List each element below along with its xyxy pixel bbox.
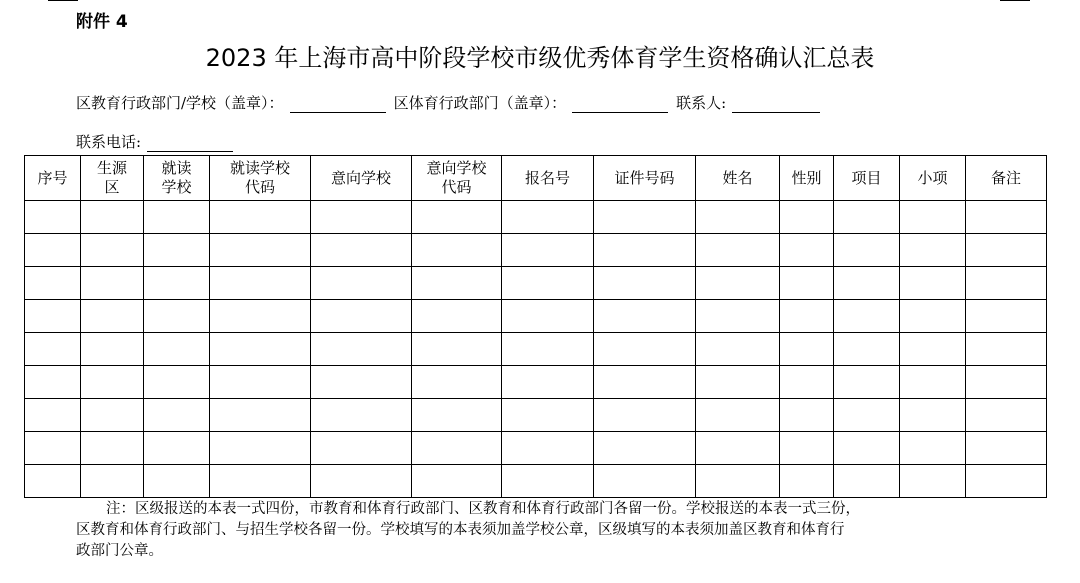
contact-person-label: 联系人: bbox=[676, 94, 727, 112]
footnote-line-2: 区教育和体育行政部门、与招生学校各留一份。学校填写的本表须加盖学校公章，区级填写的本表须加盖区教育和体育行 bbox=[76, 522, 845, 538]
table-cell[interactable] bbox=[210, 201, 311, 234]
table-cell[interactable] bbox=[144, 366, 210, 399]
table-cell[interactable] bbox=[144, 333, 210, 366]
footnote bbox=[76, 499, 1016, 562]
table-cell[interactable] bbox=[210, 399, 311, 432]
table-cell[interactable] bbox=[311, 432, 412, 465]
table-cell[interactable] bbox=[81, 432, 144, 465]
column-header-text: 备注 bbox=[990, 168, 1021, 187]
column-header-text: 性别 bbox=[791, 168, 822, 187]
table-cell[interactable] bbox=[210, 300, 311, 333]
table-header-row bbox=[25, 156, 1047, 201]
table-cell[interactable] bbox=[81, 465, 144, 498]
table-cell[interactable] bbox=[696, 432, 780, 465]
table-cell[interactable] bbox=[966, 432, 1047, 465]
table-cell[interactable] bbox=[412, 234, 502, 267]
column-header bbox=[696, 156, 780, 201]
column-header-text: 代码 bbox=[441, 178, 472, 196]
table-cell[interactable] bbox=[594, 201, 696, 234]
table-row bbox=[25, 267, 1047, 300]
table-cell[interactable] bbox=[502, 201, 594, 234]
table-cell[interactable] bbox=[412, 201, 502, 234]
column-header bbox=[900, 156, 966, 201]
table-cell[interactable] bbox=[834, 366, 900, 399]
table-cell[interactable] bbox=[210, 465, 311, 498]
contact-person-blank[interactable] bbox=[732, 96, 820, 113]
table-cell[interactable] bbox=[412, 465, 502, 498]
table-cell[interactable] bbox=[594, 333, 696, 366]
table-cell[interactable] bbox=[210, 267, 311, 300]
table-row bbox=[25, 201, 1047, 234]
contact-phone-blank[interactable] bbox=[147, 135, 233, 152]
table-cell[interactable] bbox=[311, 234, 412, 267]
table-cell[interactable] bbox=[412, 399, 502, 432]
table-cell[interactable] bbox=[900, 201, 966, 234]
table-cell[interactable] bbox=[81, 333, 144, 366]
column-header-text: 生源 bbox=[96, 159, 127, 177]
table-cell[interactable] bbox=[900, 432, 966, 465]
table-cell[interactable] bbox=[966, 201, 1047, 234]
summary-table bbox=[24, 155, 1047, 498]
column-header bbox=[780, 156, 834, 201]
table-cell[interactable] bbox=[502, 300, 594, 333]
table-cell[interactable] bbox=[81, 399, 144, 432]
table-cell[interactable] bbox=[834, 234, 900, 267]
table-cell[interactable] bbox=[900, 399, 966, 432]
column-header bbox=[210, 156, 311, 201]
table-cell[interactable] bbox=[696, 366, 780, 399]
table-cell[interactable] bbox=[696, 300, 780, 333]
table-cell[interactable] bbox=[594, 432, 696, 465]
column-header bbox=[834, 156, 900, 201]
table-cell[interactable] bbox=[25, 201, 81, 234]
table-cell[interactable] bbox=[25, 234, 81, 267]
table-row bbox=[25, 333, 1047, 366]
table-cell[interactable] bbox=[81, 234, 144, 267]
column-header-text: 小项 bbox=[917, 168, 948, 187]
table-cell[interactable] bbox=[696, 399, 780, 432]
table-cell[interactable] bbox=[696, 465, 780, 498]
table-cell[interactable] bbox=[594, 465, 696, 498]
seal-fields-row bbox=[76, 92, 828, 113]
table-row bbox=[25, 399, 1047, 432]
table-row bbox=[25, 300, 1047, 333]
table-cell[interactable] bbox=[25, 399, 81, 432]
table-row bbox=[25, 465, 1047, 498]
column-header-text: 项目 bbox=[851, 168, 882, 187]
table-cell[interactable] bbox=[696, 201, 780, 234]
table-cell[interactable] bbox=[780, 366, 834, 399]
table-cell[interactable] bbox=[144, 234, 210, 267]
column-header bbox=[966, 156, 1047, 201]
table-cell[interactable] bbox=[780, 201, 834, 234]
table-cell[interactable] bbox=[696, 234, 780, 267]
table-cell[interactable] bbox=[780, 234, 834, 267]
table-cell[interactable] bbox=[25, 465, 81, 498]
table-cell[interactable] bbox=[412, 432, 502, 465]
table-cell[interactable] bbox=[25, 366, 81, 399]
column-header-text: 就读 bbox=[161, 159, 192, 177]
column-header bbox=[311, 156, 412, 201]
table-cell[interactable] bbox=[311, 465, 412, 498]
table-cell[interactable] bbox=[780, 465, 834, 498]
table-cell[interactable] bbox=[210, 234, 311, 267]
phone-field-row bbox=[76, 131, 241, 152]
table-cell[interactable] bbox=[834, 300, 900, 333]
table-cell[interactable] bbox=[412, 333, 502, 366]
table-cell[interactable] bbox=[81, 201, 144, 234]
table-cell[interactable] bbox=[311, 300, 412, 333]
table-cell[interactable] bbox=[502, 267, 594, 300]
table-cell[interactable] bbox=[780, 267, 834, 300]
column-header-text: 意向学校 bbox=[330, 168, 391, 187]
table-cell[interactable] bbox=[834, 267, 900, 300]
column-header-text: 姓名 bbox=[722, 168, 753, 187]
table-cell[interactable] bbox=[594, 300, 696, 333]
table-cell[interactable] bbox=[144, 432, 210, 465]
table-cell[interactable] bbox=[900, 366, 966, 399]
table-cell[interactable] bbox=[834, 333, 900, 366]
top-rule-left bbox=[48, 0, 78, 1]
table-cell[interactable] bbox=[780, 333, 834, 366]
table-cell[interactable] bbox=[502, 333, 594, 366]
contact-phone-label: 联系电话: bbox=[76, 133, 142, 151]
table-cell[interactable] bbox=[412, 366, 502, 399]
column-header bbox=[502, 156, 594, 201]
table-cell[interactable] bbox=[502, 432, 594, 465]
table-cell[interactable] bbox=[696, 267, 780, 300]
column-header-text: 报名号 bbox=[524, 168, 570, 187]
district-sports-seal-label: 区体育行政部门（盖章）： bbox=[393, 94, 567, 112]
table-body bbox=[25, 201, 1047, 498]
column-header-text: 区 bbox=[104, 178, 120, 196]
column-header bbox=[25, 156, 81, 201]
column-header-text: 学校 bbox=[161, 178, 192, 196]
table-cell[interactable] bbox=[966, 465, 1047, 498]
table-cell[interactable] bbox=[594, 267, 696, 300]
table-cell[interactable] bbox=[900, 465, 966, 498]
table-cell[interactable] bbox=[144, 201, 210, 234]
table-cell[interactable] bbox=[144, 399, 210, 432]
table-cell[interactable] bbox=[144, 465, 210, 498]
table-cell[interactable] bbox=[780, 432, 834, 465]
table-cell[interactable] bbox=[502, 234, 594, 267]
table-cell[interactable] bbox=[696, 333, 780, 366]
district-edu-seal-blank[interactable] bbox=[290, 96, 386, 113]
table-cell[interactable] bbox=[25, 300, 81, 333]
table-cell[interactable] bbox=[966, 366, 1047, 399]
table-cell[interactable] bbox=[311, 333, 412, 366]
table-cell[interactable] bbox=[966, 333, 1047, 366]
table-cell[interactable] bbox=[834, 432, 900, 465]
table-cell[interactable] bbox=[311, 267, 412, 300]
table-cell[interactable] bbox=[780, 399, 834, 432]
table-cell[interactable] bbox=[900, 300, 966, 333]
table-cell[interactable] bbox=[502, 465, 594, 498]
attachment-label: 附件 4 bbox=[76, 12, 128, 32]
top-rule-right bbox=[1000, 0, 1030, 1]
table-cell[interactable] bbox=[81, 300, 144, 333]
table-cell[interactable] bbox=[594, 399, 696, 432]
page-title: 2023 年上海市高中阶段学校市级优秀体育学生资格确认汇总表 bbox=[205, 44, 875, 72]
table-cell[interactable] bbox=[966, 234, 1047, 267]
column-header bbox=[594, 156, 696, 201]
table-cell[interactable] bbox=[210, 432, 311, 465]
table-cell[interactable] bbox=[834, 201, 900, 234]
table-row bbox=[25, 234, 1047, 267]
column-header-text: 代码 bbox=[244, 178, 275, 196]
table-cell[interactable] bbox=[144, 267, 210, 300]
column-header bbox=[81, 156, 144, 201]
table-cell[interactable] bbox=[81, 267, 144, 300]
table-cell[interactable] bbox=[834, 465, 900, 498]
column-header-text: 意向学校 bbox=[426, 159, 487, 177]
table-cell[interactable] bbox=[594, 234, 696, 267]
table-cell[interactable] bbox=[311, 201, 412, 234]
column-header bbox=[412, 156, 502, 201]
column-header-text: 就读学校 bbox=[229, 159, 290, 177]
table-cell[interactable] bbox=[412, 300, 502, 333]
table-cell[interactable] bbox=[25, 333, 81, 366]
table-row bbox=[25, 366, 1047, 399]
table-cell[interactable] bbox=[900, 234, 966, 267]
table-row bbox=[25, 432, 1047, 465]
district-edu-seal-label: 区教育行政部门/学校（盖章）： bbox=[76, 94, 284, 112]
table-cell[interactable] bbox=[900, 333, 966, 366]
table-cell[interactable] bbox=[210, 366, 311, 399]
table-cell[interactable] bbox=[144, 300, 210, 333]
column-header-text: 证件号码 bbox=[614, 168, 675, 187]
table-cell[interactable] bbox=[25, 267, 81, 300]
table-cell[interactable] bbox=[25, 432, 81, 465]
column-header-text: 序号 bbox=[37, 168, 68, 187]
table-cell[interactable] bbox=[210, 333, 311, 366]
table-cell[interactable] bbox=[594, 366, 696, 399]
table-cell[interactable] bbox=[966, 267, 1047, 300]
column-header bbox=[144, 156, 210, 201]
table-cell[interactable] bbox=[834, 399, 900, 432]
table-cell[interactable] bbox=[502, 366, 594, 399]
table-cell[interactable] bbox=[311, 399, 412, 432]
footnote-line-3: 政部门公章。 bbox=[76, 543, 163, 559]
table-cell[interactable] bbox=[412, 267, 502, 300]
table-cell[interactable] bbox=[311, 366, 412, 399]
footnote-line-1: 注：区级报送的本表一式四份，市教育和体育行政部门、区教育和体育行政部门各留一份。学校报送的本表一式三份， bbox=[106, 501, 860, 517]
table-cell[interactable] bbox=[780, 300, 834, 333]
district-sports-seal-blank[interactable] bbox=[572, 96, 668, 113]
table-cell[interactable] bbox=[502, 399, 594, 432]
table-cell[interactable] bbox=[966, 300, 1047, 333]
table-cell[interactable] bbox=[81, 366, 144, 399]
table-cell[interactable] bbox=[900, 267, 966, 300]
table-cell[interactable] bbox=[966, 399, 1047, 432]
